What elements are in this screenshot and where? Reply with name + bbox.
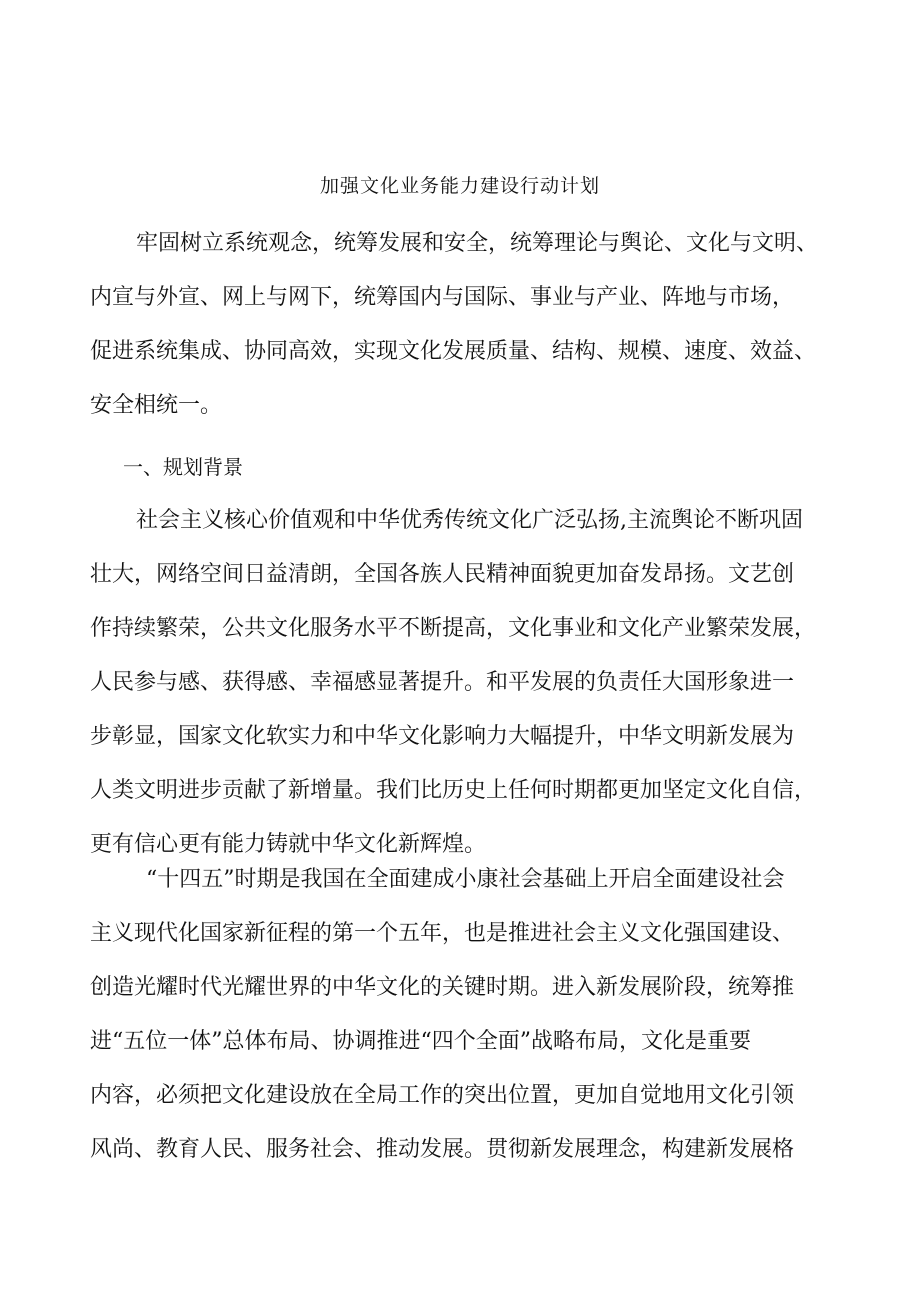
text-line: 风尚、教育人民、服务社会、推动发展。贯彻新发展理念，构建新发展格 (90, 1137, 795, 1162)
text-line: 进“五位一体”总体布局、协调推进“四个全面”战略布局，文化是重要 (90, 1029, 751, 1054)
text-line: 促进系统集成、协同高效，实现文化发展质量、结构、规模、速度、效益、 (90, 339, 817, 364)
text-line: 内宣与外宣、网上与网下，统筹国内与国际、事业与产业、阵地与市场， (90, 285, 795, 310)
text-line: 安全相统一。 (90, 393, 223, 418)
text-line: 牢固树立系统观念，统筹发展和安全，统筹理论与舆论、文化与文明、 (136, 231, 819, 256)
text-line: 更有信心更有能力铸就中华文化新辉煌。 (90, 832, 487, 857)
text-line: 内容，必须把文化建设放在全局工作的突出位置，更加自觉地用文化引领 (90, 1083, 795, 1108)
text-line: 主义现代化国家新征程的第一个五年，也是推进社会主义文化强国建设、 (90, 921, 795, 946)
text-line: 人民参与感、获得感、幸福感显著提升。和平发展的负责任大国形象进一 (90, 670, 795, 695)
text-line: 人类文明进步贡献了新增量。我们比历史上任何时期都更加坚定文化自信， (90, 778, 817, 803)
document-title: 加强文化业务能力建设行动计划 (319, 175, 600, 197)
text-line: “十四五”时期是我国在全面建成小康社会基础上开启全面建设社会 (146, 867, 785, 892)
text-line: 壮大，网络空间日益清朗，全国各族人民精神面貌更加奋发昂扬。文艺创 (90, 562, 795, 587)
text-line: 创造光耀时代光耀世界的中华文化的关键时期。进入新发展阶段，统筹推 (90, 975, 795, 1000)
section-heading: 一、规划背景 (123, 455, 243, 479)
text-line: 作持续繁荣，公共文化服务水平不断提高，文化事业和文化产业繁荣发展， (90, 616, 817, 641)
text-line: 社会主义核心价值观和中华优秀传统文化广泛弘扬,主流舆论不断巩固 (136, 508, 803, 533)
text-line: 步彰显，国家文化软实力和中华文化影响力大幅提升，中华文明新发展为 (90, 724, 795, 749)
